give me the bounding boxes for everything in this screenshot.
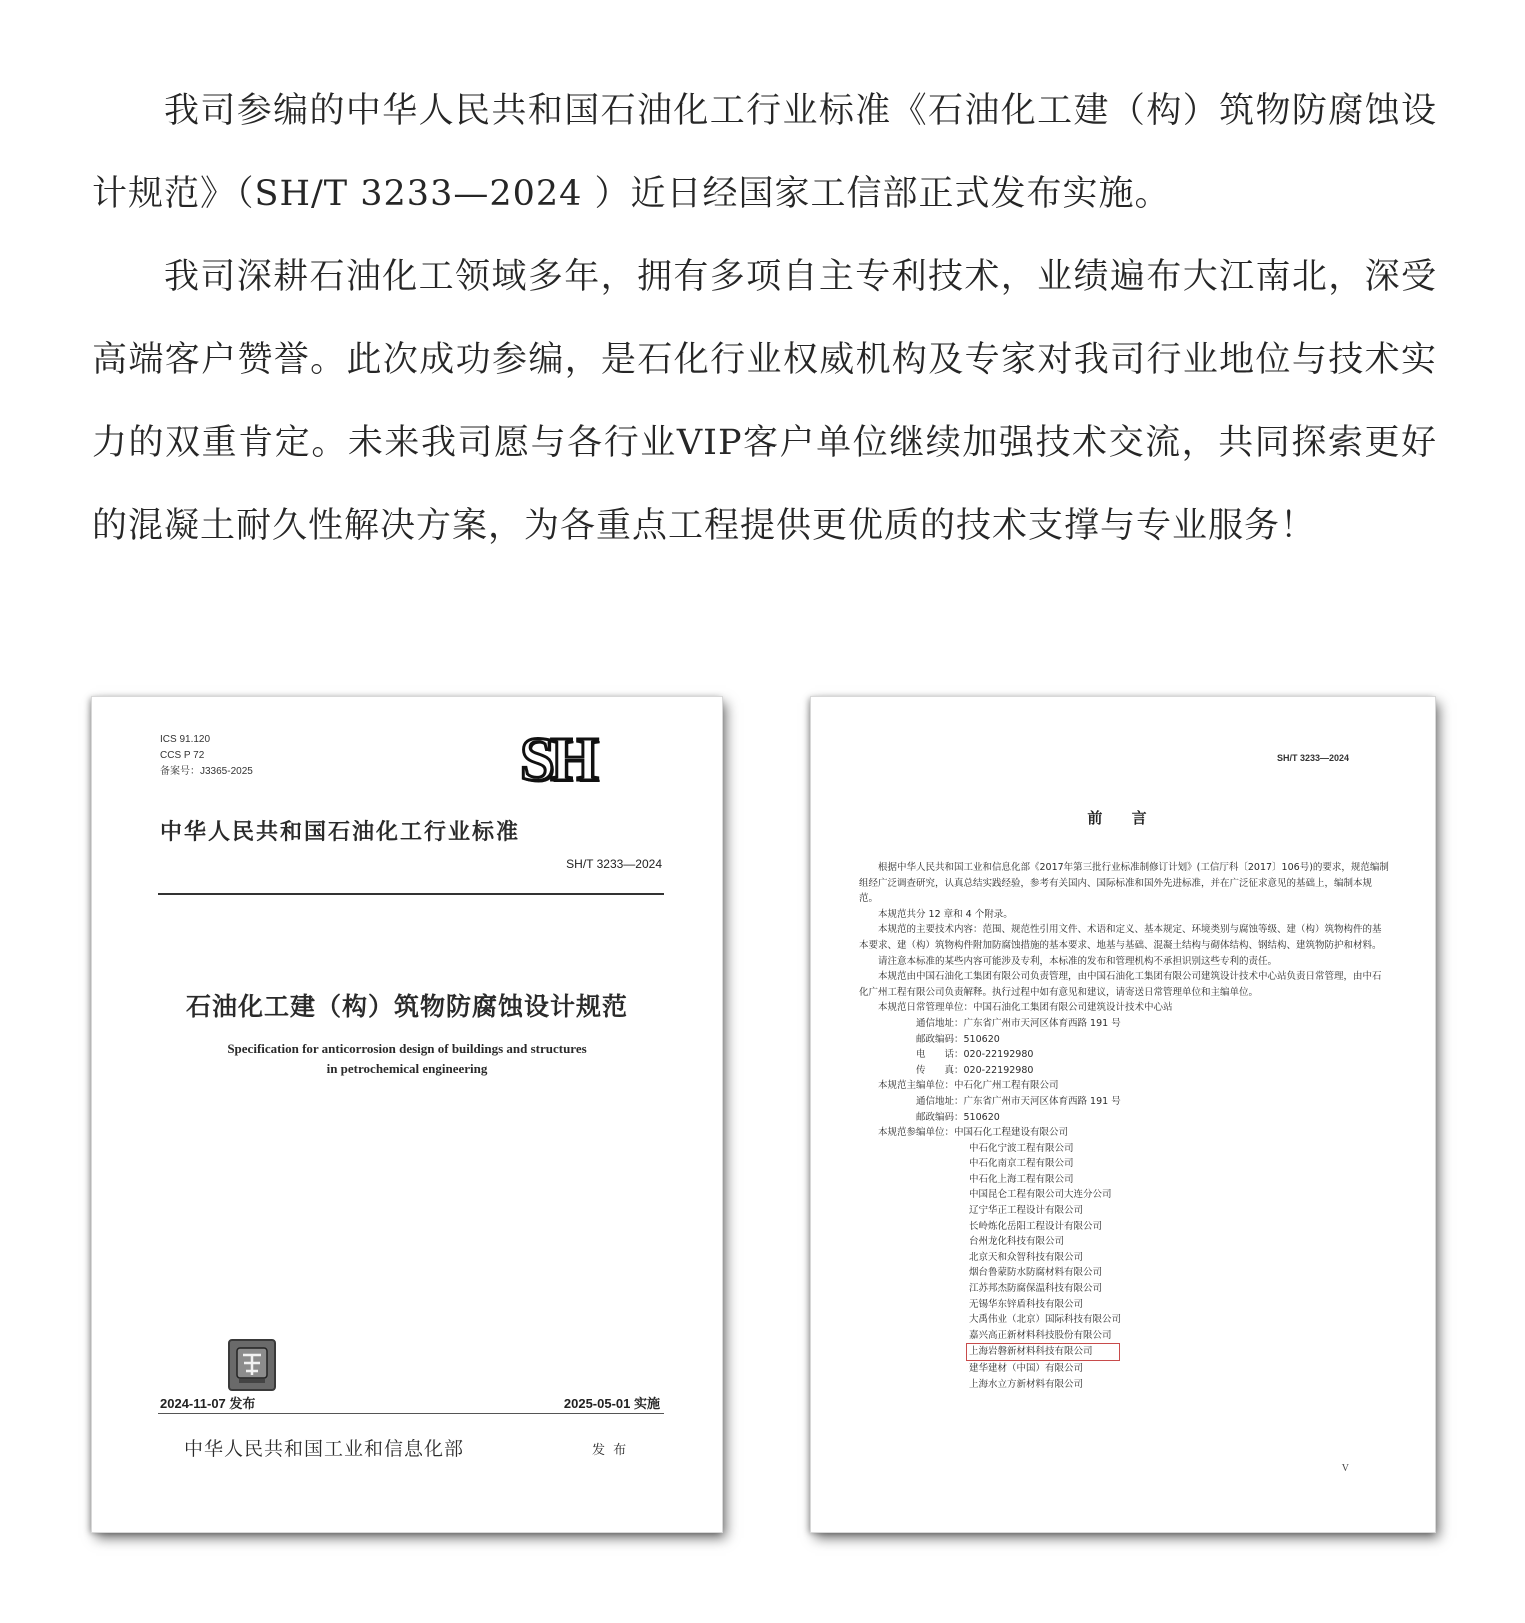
preface-paragraph: 根据中华人民共和国工业和信息化部《2017年第三批行业标准制修订计划》(工信厅科〔2017〕106号)的要求，规范编制组经广泛调查研究，认真总结实践经验，参考有关国内、国际标准和国外先进标准，并在广泛征求意见的基础上，编制本规范。 <box>859 862 1389 905</box>
participant-item: 中国昆仑工程有限公司大连分公司 <box>969 1189 1112 1201</box>
effective-date: 2025-05-01 实施 <box>563 1396 660 1411</box>
participant-item: 台州龙化科技有限公司 <box>969 1236 1065 1248</box>
participant-item: 建华建材（中国）有限公司 <box>969 1363 1084 1374</box>
preface-paragraph: 本规范的主要技术内容：范围、规范性引用文件、术语和定义、基本规定、环境类别与腐蚀等级、建（构）筑物构件的基本要求、建（构）筑物构件附加防腐蚀措施的基本要求、地基与基础、混凝土结构与砌体结构、钢结构、建筑物防护和材料。 <box>859 924 1382 951</box>
zip-label: 邮政编码： <box>916 1111 964 1123</box>
participant-item: 嘉兴高正新材料科技股份有限公司 <box>969 1329 1112 1341</box>
ccs-code: CCS P 72 <box>160 750 205 761</box>
participant-item: 长岭炼化岳阳工程设计有限公司 <box>969 1220 1103 1232</box>
issue-date: 2024-11-07 发布 <box>160 1396 256 1411</box>
participants-row <box>859 1125 1389 1141</box>
intro-paragraph-1: 我司参编的中华人民共和国石油化工行业标准《石油化工建（构）筑物防腐蚀设计规范》（SH/T 3233—2024 ）近日经国家工信部正式发布实施。 <box>92 91 1437 214</box>
fax-value: 020-22192980 <box>963 1064 1034 1076</box>
address-label: 通信地址： <box>916 1017 964 1029</box>
participant-item: 大禹伟业（北京）国际科技有限公司 <box>969 1314 1122 1326</box>
intro-paragraph-2: 我司深耕石油化工领域多年，拥有多项自主专利技术，业绩遍布大江南北，深受高端客户赞誉。此次成功参编，是石化行业权威机构及专家对我司行业地位与技术实力的双重肯定。未来我司愿与各行业VIP客户单位继续加强技术交流，共同探索更好的混凝土耐久性解决方案，为各重点工程提供更优质的技术支撑与专业服务！ <box>92 257 1437 546</box>
cover-title-en-line2: in petrochemical engineering <box>326 1061 488 1076</box>
tel-row <box>859 1047 1389 1063</box>
chief-editor-row <box>859 1078 1389 1094</box>
participant-first: 中国石化工程建设有限公司 <box>954 1127 1069 1139</box>
record-number: 备案号：J3365-2025 <box>160 766 253 777</box>
preface-page <box>811 697 1435 1532</box>
fax-label: 传 真： <box>916 1064 964 1076</box>
preface-paragraph: 本规范共分 12 章和 4 个附录。 <box>878 908 1013 920</box>
chief-unit: 中石化广州工程有限公司 <box>954 1080 1059 1092</box>
zip-row <box>859 1032 1389 1048</box>
participant-item: 中石化南京工程有限公司 <box>969 1158 1074 1170</box>
daily-unit: 中国石油化工集团有限公司建筑设计技术中心站 <box>973 1002 1173 1014</box>
security-seal-icon <box>228 1339 276 1391</box>
address-value: 广东省广州市天河区体育西路 191 号 <box>963 1095 1121 1107</box>
sh-logo: SH <box>520 726 595 794</box>
preface-paragraph: 本规范由中国石油化工集团有限公司负责管理，由中国石油化工集团有限公司建筑设计技术中心站负责日常管理，由中石化广州工程有限公司负责解释。执行过程中如有意见和建议，请寄送日常管理单位和主编单位。 <box>859 971 1382 998</box>
cover-title-cn: 石油化工建（构）筑物防腐蚀设计规范 <box>185 992 628 1021</box>
cover-bottom-divider <box>158 1413 664 1414</box>
address-value: 广东省广州市天河区体育西路 191 号 <box>963 1017 1121 1029</box>
highlighted-participant: 上海岩磐新材料科技有限公司 <box>966 1343 1120 1361</box>
cover-codes <box>160 732 253 780</box>
ics-code: ICS 91.120 <box>160 734 211 745</box>
tel-label: 电 话： <box>916 1049 964 1061</box>
chief-label: 本规范主编单位： <box>878 1080 955 1092</box>
preface-title: 前 言 <box>1087 809 1159 827</box>
participant-item: 辽宁华正工程设计有限公司 <box>969 1205 1084 1217</box>
participant-item: 北京天和众智科技有限公司 <box>969 1251 1084 1263</box>
participants-list <box>969 1141 1389 1393</box>
fax-row <box>859 1063 1389 1079</box>
participant-item: 中石化上海工程有限公司 <box>969 1173 1074 1185</box>
daily-management-row <box>859 1000 1389 1016</box>
address-row <box>859 1016 1389 1032</box>
participant-item: 中石化宁波工程有限公司 <box>969 1142 1074 1154</box>
publisher: 中华人民共和国工业和信息化部 <box>184 1438 465 1460</box>
participants-label: 本规范参编单位： <box>878 1127 955 1139</box>
participant-item: 无锡华东锌盾科技有限公司 <box>969 1298 1084 1310</box>
daily-label: 本规范日常管理单位： <box>878 1002 974 1014</box>
tel-value: 020-22192980 <box>963 1049 1034 1061</box>
standard-cover-page <box>92 697 722 1532</box>
preface-standard-number: SH/T 3233—2024 <box>1276 753 1349 763</box>
zip-value: 510620 <box>963 1033 1000 1045</box>
preface-body <box>859 860 1389 1392</box>
cover-title-en-line1: Specification for anticorrosion design of buildings and structures <box>227 1041 587 1056</box>
cover-category: 中华人民共和国石油化工行业标准 <box>160 820 521 845</box>
publish-label: 发 布 <box>592 1443 629 1458</box>
zip-value: 510620 <box>963 1111 1000 1123</box>
address-label: 通信地址： <box>916 1095 964 1107</box>
page-number: V <box>1341 1463 1349 1474</box>
chief-zip-row <box>859 1110 1389 1126</box>
participant-item: 上海水立方新材料有限公司 <box>969 1378 1084 1390</box>
cover-standard-number: SH/T 3233—2024 <box>566 857 662 871</box>
chief-address-row <box>859 1094 1389 1110</box>
participant-item: 烟台鲁蒙防水防腐材料有限公司 <box>969 1267 1103 1279</box>
cover-title-en <box>92 1039 722 1079</box>
cover-divider <box>158 893 664 895</box>
preface-paragraph: 请注意本标准的某些内容可能涉及专利，本标准的发布和管理机构不承担识别这些专利的责任。 <box>878 955 1278 967</box>
participant-item: 江苏邦杰防腐保温科技有限公司 <box>969 1283 1103 1295</box>
zip-label: 邮政编码： <box>916 1033 964 1045</box>
intro-text <box>92 70 1437 568</box>
